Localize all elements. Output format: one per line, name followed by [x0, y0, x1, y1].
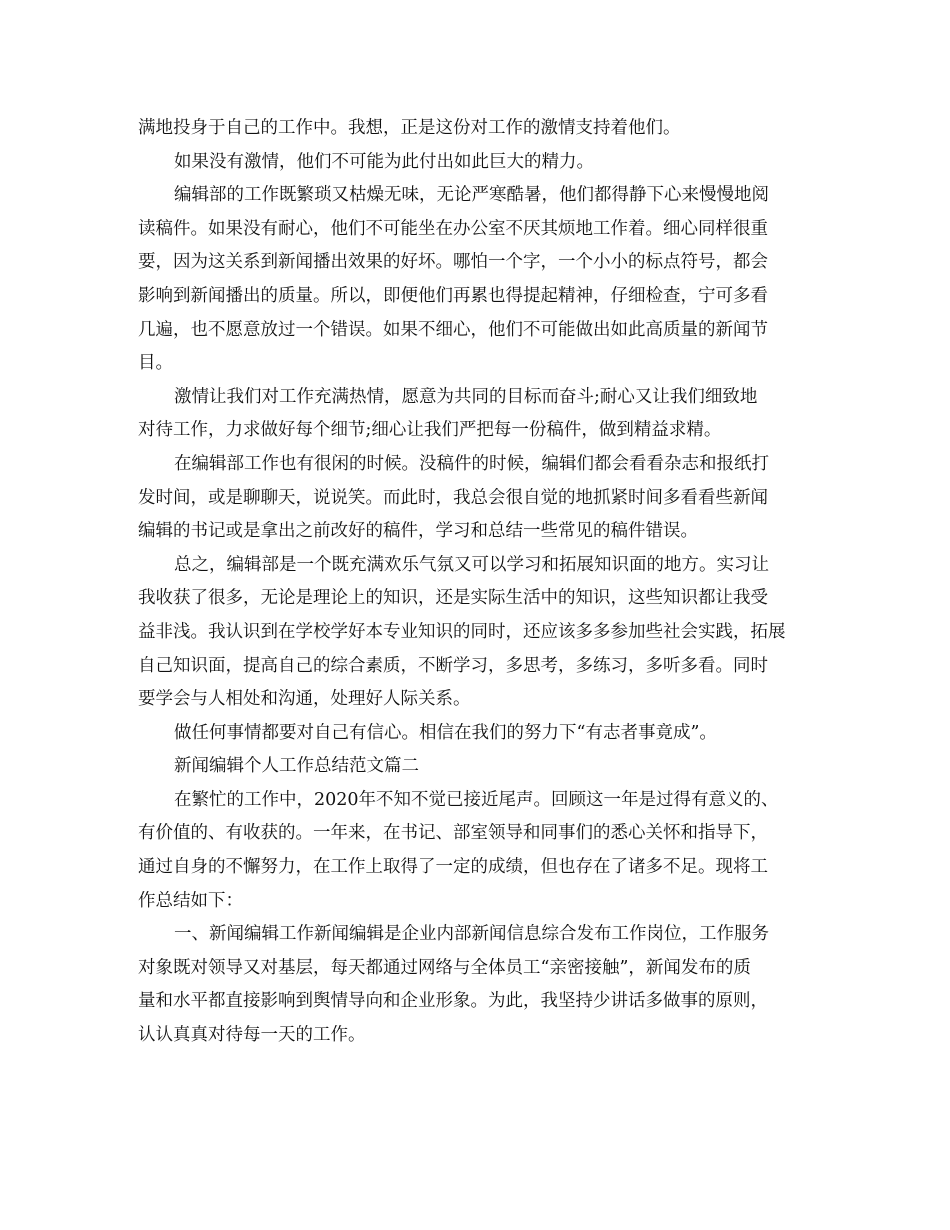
text-line: 满地投身于自己的工作中。我想，正是这份对工作的激情支持着他们。 — [138, 118, 681, 138]
text-line: 在编辑部工作也有很闲的时候。没稿件的时候，编辑们都会看看杂志和报纸打 — [174, 453, 769, 474]
text-line: 发时间，或是聊聊天，说说笑。而此时，我总会很自觉的地抓紧时间多看看些新闻 — [138, 487, 768, 508]
text-line: 总之，编辑部是一个既充满欢乐气氛又可以学习和拓展知识面的地方。实习让 — [174, 554, 769, 575]
text-line: 作总结如下： — [138, 890, 243, 911]
text-line: 编辑的书记或是拿出之前改好的稿件，学习和总结一些常见的稿件错误。 — [138, 521, 698, 542]
text-line: 对象既对领导又对基层，每天都通过网络与全体员工“亲密接触”，新闻发布的质 — [138, 957, 751, 978]
text-line: 编辑部的工作既繁琐又枯燥无味，无论严寒酷暑，他们都得静下心来慢慢地阅 — [174, 185, 769, 206]
text-line: 读稿件。如果没有耐心，他们不可能坐在办公室不厌其烦地工作着。细心同样很重 — [138, 218, 768, 239]
text-line: 如果没有激情，他们不可能为此付出如此巨大的精力。 — [174, 151, 594, 172]
text-line: 一、新闻编辑工作新闻编辑是企业内部新闻信息综合发布工作岗位，工作服务 — [174, 924, 769, 945]
text-line: 在繁忙的工作中，2020年不知不觉已接近尾声。回顾这一年是过得有意义的、 — [174, 789, 779, 810]
text-line: 做任何事情都要对自己有信心。相信在我们的努力下“有志者事竟成”。 — [174, 722, 717, 743]
text-line: 对待工作，力求做好每个细节;细心让我们严把每一份稿件，做到精益求精。 — [138, 420, 722, 441]
text-lines — [138, 112, 814, 1053]
text-line: 要，因为这关系到新闻播出效果的好坏。哪怕一个字，一个小小的标点符号，都会 — [138, 252, 768, 273]
text-line: 几遍，也不愿意放过一个错误。如果不细心，他们不可能做出如此高质量的新闻节 — [138, 319, 768, 340]
text-line: 有价值的、有收获的。一年来，在书记、部室领导和同事们的悉心关怀和指导下， — [138, 823, 768, 844]
text-line: 要学会与人相处和沟通，处理好人际关系。 — [138, 689, 471, 710]
text-line: 我收获了很多，无论是理论上的知识，还是实际生活中的知识，这些知识都让我受 — [138, 588, 768, 609]
text-line: 目。 — [138, 353, 173, 374]
text-line: 激情让我们对工作充满热情，愿意为共同的目标而奋斗;耐心又让我们细致地 — [174, 386, 758, 407]
text-line: 通过自身的不懈努力，在工作上取得了一定的成绩，但也存在了诸多不足。现将工 — [138, 857, 768, 878]
text-line: 益非浅。我认识到在学校学好本专业知识的同时，还应该多多参加些社会实践，拓展 — [138, 621, 786, 642]
document-body — [138, 112, 814, 1053]
text-line: 认认真真对待每一天的工作。 — [138, 1025, 366, 1046]
text-line: 影响到新闻播出的质量。所以，即便他们再累也得提起精神，仔细检查，宁可多看 — [138, 285, 768, 306]
text-line: 新闻编辑个人工作总结范文篇二 — [174, 756, 419, 777]
text-line: 自己知识面，提高自己的综合素质，不断学习，多思考，多练习，多听多看。同时 — [138, 655, 768, 676]
text-line: 量和水平都直接影响到舆情导向和企业形象。为此，我坚持少讲话多做事的原则， — [138, 991, 768, 1012]
